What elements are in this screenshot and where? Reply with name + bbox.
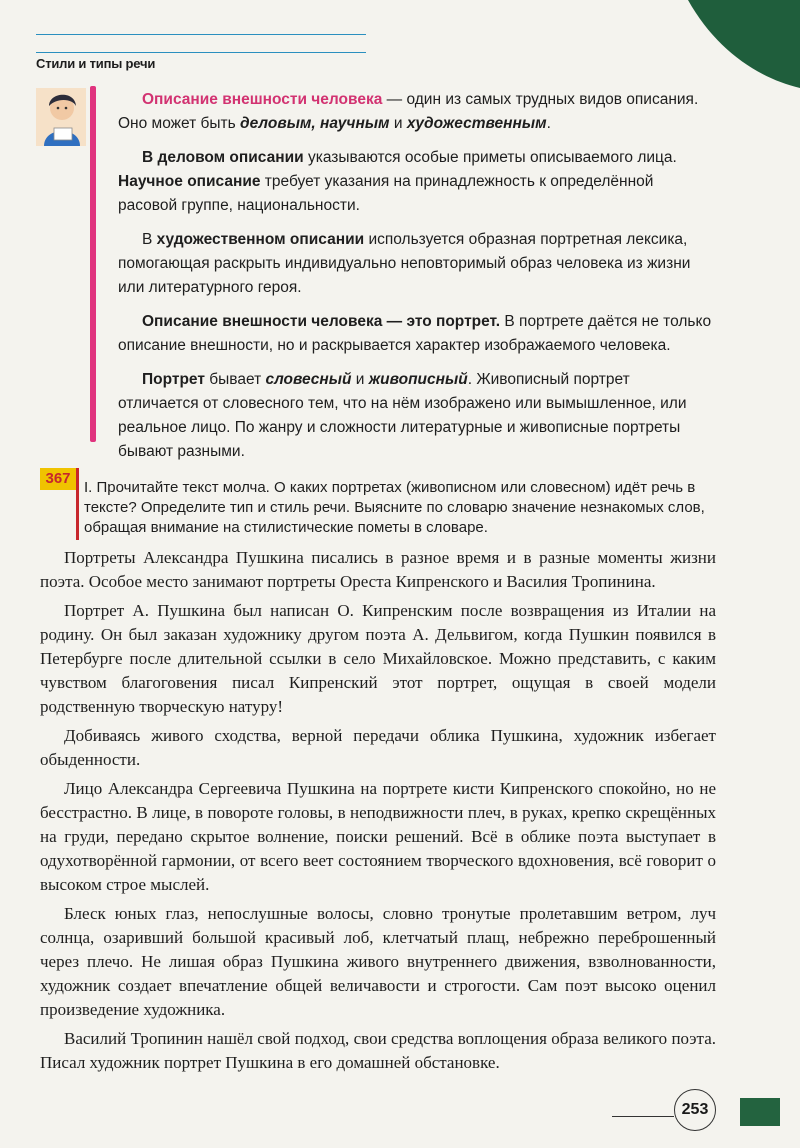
reading-paragraph-5: Блеск юных глаз, непослушные волосы, словно тронутые пролетавшим ветром, луч солнца, озаривший большой красивый лоб, клетчатый плащ, небрежно переброшенный через плечо. Не лишая образ Пушкина живого внутреннего движения, взволнованности, художник создает впечатление общей величавости и строгости. Сам поэт высоко оценил произведение художника. (40, 904, 716, 1019)
exercise-task-text: I. Прочитайте текст молча. О каких портретах (живописном или словесном) идёт речь в тексте? Определите тип и стиль речи. Выясните по словарю значение незнакомых слов, обращая внимание на стилистические пометы в словаре. (84, 479, 705, 536)
top-divider (36, 34, 366, 35)
theory-paragraph-5: Портрет бывает словесный и живописный. Живописный портрет отличается от словесного тем, что на нём изображено или вымышленное, или реальное лицо. По жанру и сложности литературные и живописные портреты бывают разными. (118, 371, 687, 460)
section-title: Стили и типы речи (36, 56, 156, 71)
header-divider (36, 52, 366, 53)
reading-paragraph-6: Василий Тропинин нашёл свой подход, свои средства воплощения образа великого поэта. Писал художник портрет Пушкина в его домашней обстановке. (40, 1029, 716, 1072)
theory-paragraph-4: Описание внешности человека — это портрет. В портрете даётся не только описание внешности, но и раскрывается характер изображаемого человека. (118, 313, 712, 354)
theory-paragraph-3: В художественном описании используется образная портретная лексика, помогающая раскрыть индивидуально неповторимый образ человека из жизни или литературного героя. (118, 231, 691, 296)
theory-paragraph-1: Описание внешности человека — один из самых трудных видов описания. Оно может быть деловым, научным и художественным. (118, 91, 699, 132)
theory-paragraph-2: В деловом описании указываются особые приметы описываемого лица. Научное описание требует указания на принадлежность к определённой расовой группе, национальности. (118, 149, 677, 214)
theory-accent-bar (90, 86, 96, 442)
exercise-number-badge: 367 (40, 468, 76, 490)
boy-reading-icon (36, 88, 86, 146)
reading-paragraph-1: Портреты Александра Пушкина писались в разное время и в разные моменты жизни поэта. Особое место занимают портреты Ореста Кипренского и Василия Тропинина. (40, 548, 716, 591)
page-number: 253 (674, 1089, 716, 1131)
corner-decoration-icon (688, 0, 800, 88)
corner-block-decoration (740, 1098, 780, 1126)
reading-paragraph-4: Лицо Александра Сергеевича Пушкина на портрете кисти Кипренского спокойно, но не бесстрастно. В лице, в повороте головы, в неподвижности плеч, в руках, крепко скрещённых на груди, передано скрытое волнение, поиски решений. Всё в облике поэта выступает в одухотворённой гармонии, от всего веет состоянием творческого вдохновения, всё говорит о высоком строе мыслей. (40, 779, 716, 894)
reading-paragraph-3: Добиваясь живого сходства, верной передачи облика Пушкина, художник избегает обыденности. (40, 726, 716, 769)
reading-text (40, 546, 716, 1080)
exercise-task (84, 478, 716, 538)
footer-divider (612, 1116, 674, 1117)
theory-block (118, 88, 714, 474)
reading-paragraph-2: Портрет А. Пушкина был написан О. Кипренским после возвращения из Италии на родину. Он был заказан художнику другом поэта А. Дельвигом, когда Пушкин появился в Петербурге после длительной ссылки в село Михайловское. Можно представить, с каким чувством благоговения писал Кипренский этот портрет, ощущая в своей модели родственную творческую натуру! (40, 601, 716, 716)
exercise-accent-bar (76, 468, 79, 540)
term-appearance-description: Описание внешности человека (142, 91, 383, 108)
